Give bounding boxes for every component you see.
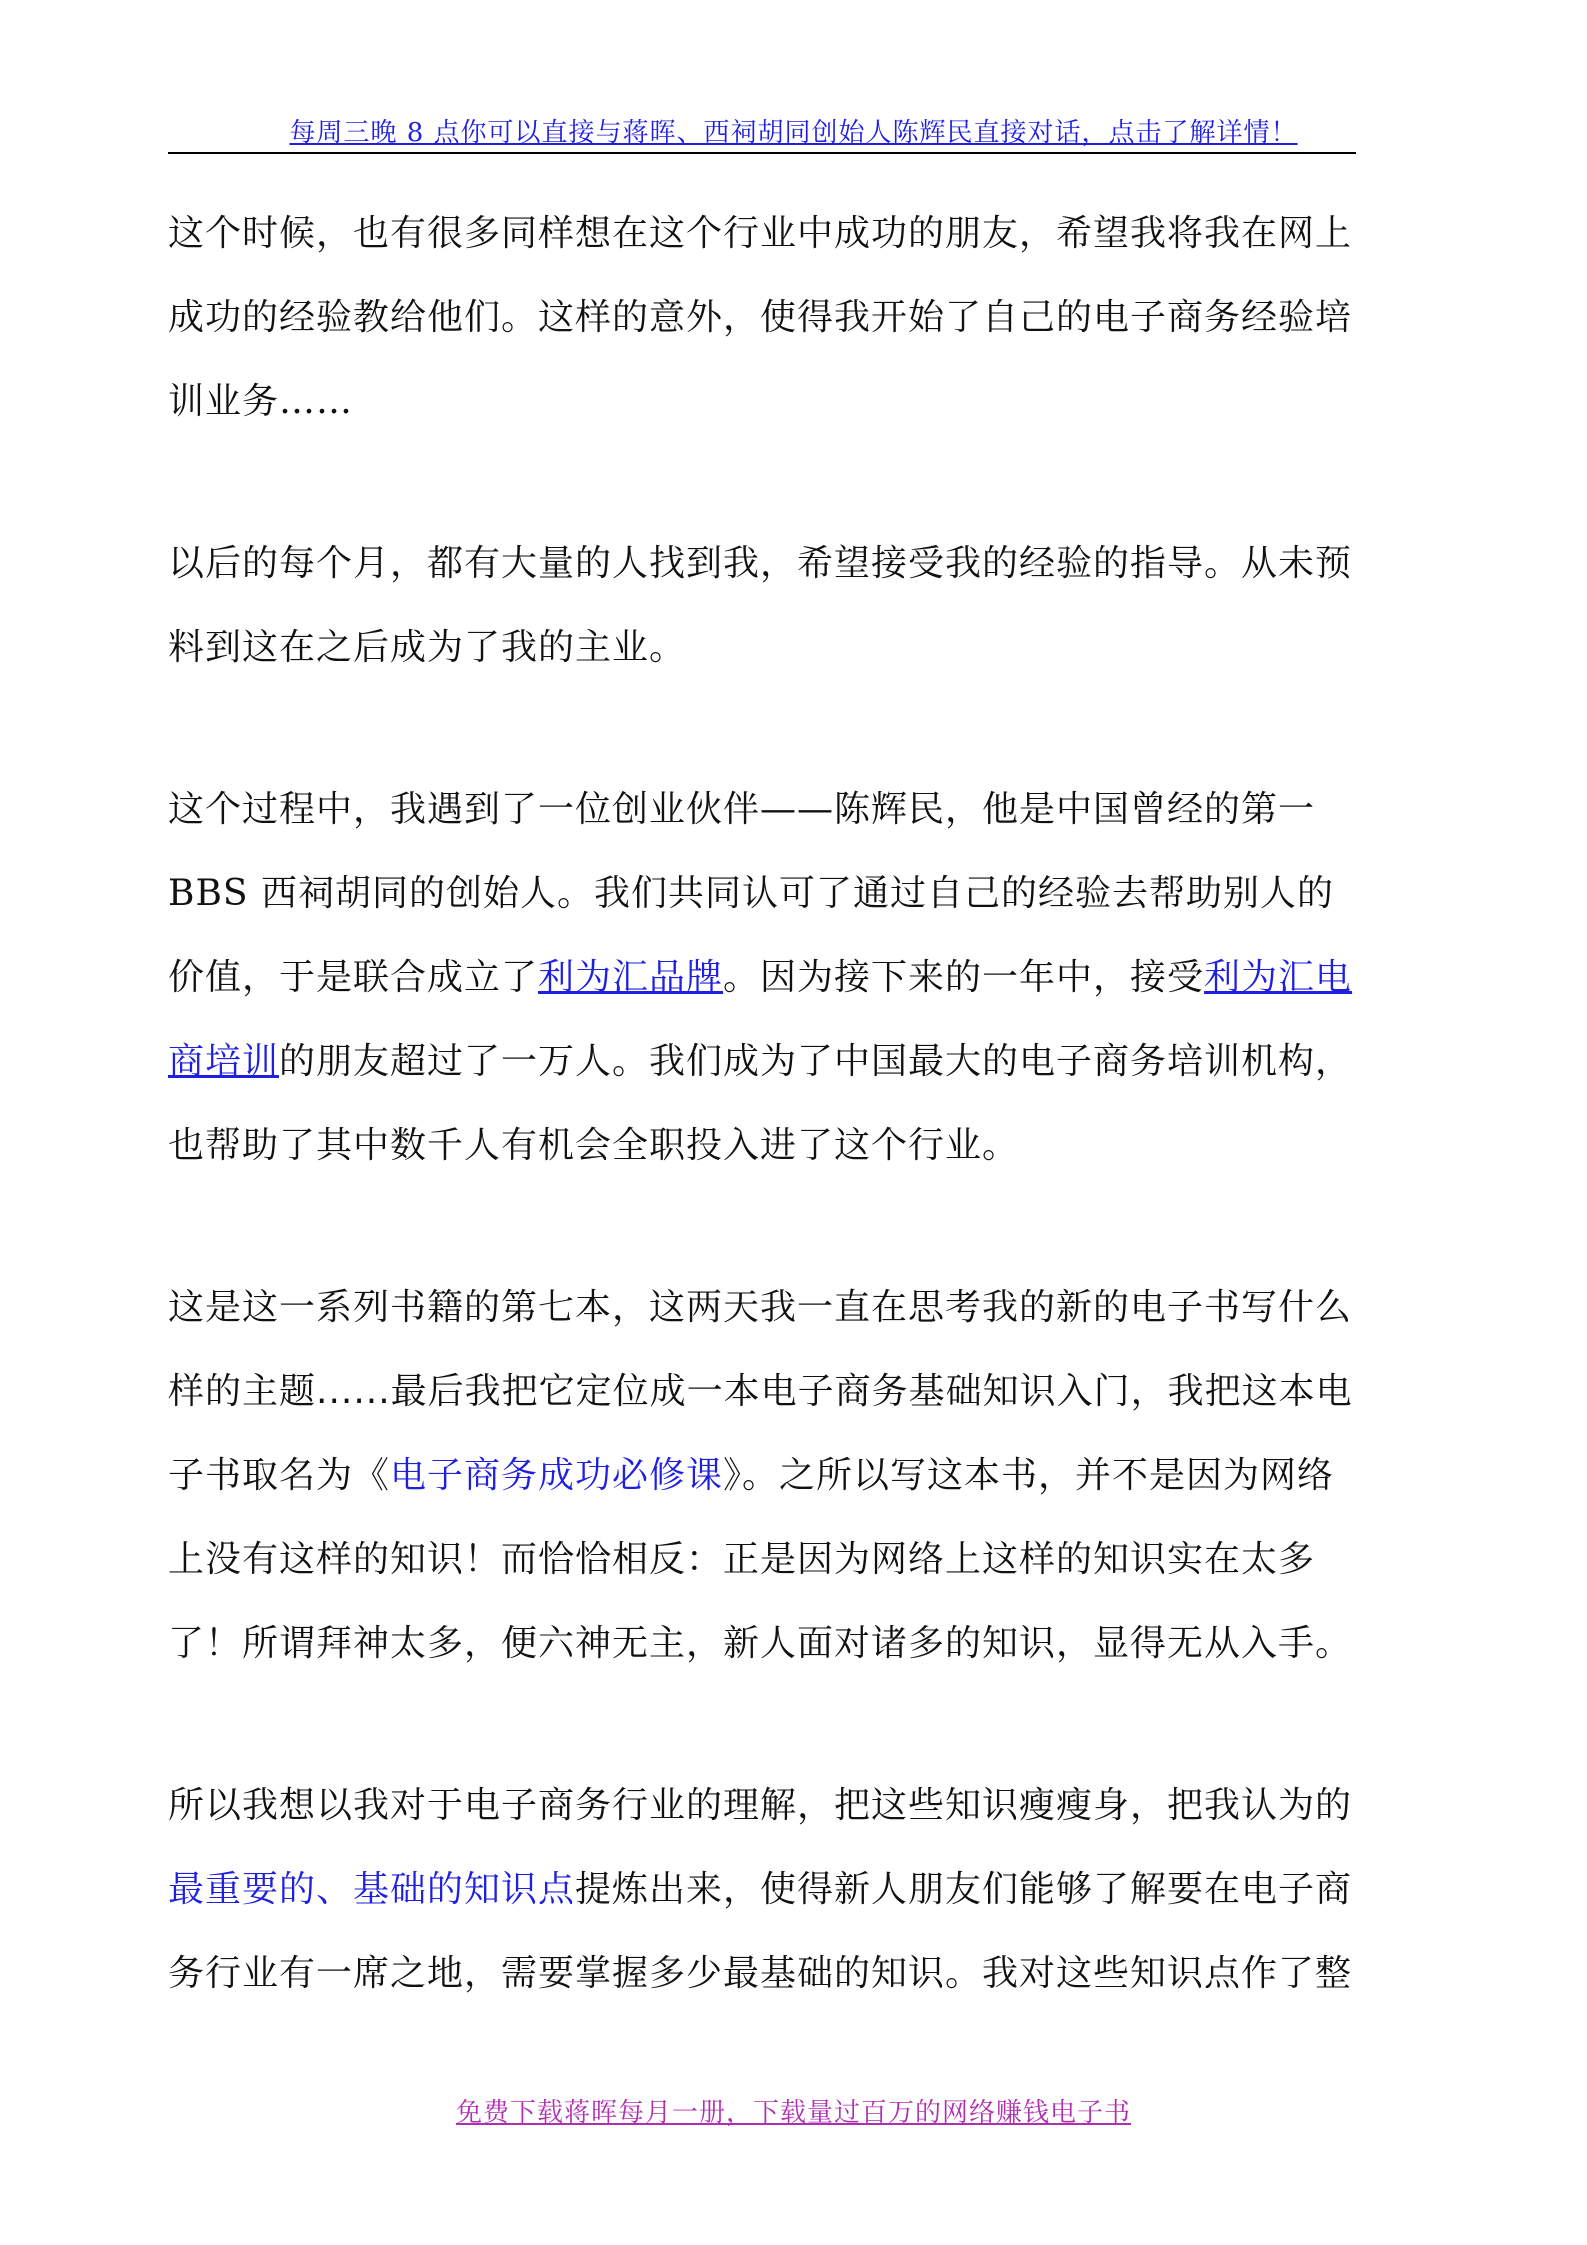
paragraph-1: 这个时候，也有很多同样想在这个行业中成功的朋友，希望我将我在网上成功的经验教给他们。这样的意外，使得我开始了自己的电子商务经验培训业务…… xyxy=(168,213,1353,422)
paragraph-3-text-b: 。因为接下来的一年中，接受 xyxy=(723,957,1205,998)
paragraph-4 xyxy=(168,1266,1358,1686)
key-knowledge-highlight: 最重要的、基础的知识点 xyxy=(168,1869,576,1910)
liweihui-training-link[interactable]: 利为汇电商培训 xyxy=(168,957,1353,1082)
paragraph-2: 以后的每个月，都有大量的人找到我，希望接受我的经验的指导。从未预料到这在之后成为了我的主业。 xyxy=(168,543,1353,668)
paragraph-3 xyxy=(168,768,1358,1188)
paragraph-5 xyxy=(168,1764,1358,2016)
paragraph-5-text-a: 所以我想以我对于电子商务行业的理解，把这些知识瘦瘦身，把我认为的 xyxy=(168,1785,1353,1826)
paragraph-3-text-c: 的朋友超过了一万人。我们成为了中国最大的电子商务培训机构，也帮助了其中数千人有机会全职投入进了这个行业。 xyxy=(168,1041,1353,1166)
liweihui-brand-link[interactable]: 利为汇品牌 xyxy=(538,957,724,998)
document-body xyxy=(168,192,1358,2094)
paragraph-4-text-b: 》。之所以写这本书，并不是因为网络上没有这样的知识！而恰恰相反：正是因为网络上这样的知识实在太多了！所谓拜神太多，便六神无主，新人面对诸多的知识，显得无从入手。 xyxy=(168,1455,1353,1664)
paragraph-3-text-a: 这个过程中，我遇到了一位创业伙伴——陈辉民，他是中国曾经的第一BBS 西祠胡同的创始人。我们共同认可了通过自己的经验去帮助别人的价值，于是联合成立了 xyxy=(168,789,1335,998)
paragraph-4-text-a: 这是这一系列书籍的第七本，这两天我一直在思考我的新的电子书写什么样的主题......最后我把它定位成一本电子商务基础知识入门，我把这本电子书取名为《 xyxy=(168,1287,1353,1496)
paragraph-5-text-b: 提炼出来，使得新人朋友们能够了解要在电子商务行业有一席之地，需要掌握多少最基础的知识。我对这些知识点作了整 xyxy=(168,1869,1353,1994)
header-divider xyxy=(168,152,1356,154)
book-title-link[interactable]: 电子商务成功必修课 xyxy=(390,1455,724,1496)
footer-download-link[interactable]: 免费下载蒋晖每月一册，下载量过百万的网络赚钱电子书 xyxy=(455,2098,1131,2128)
header-promo-link[interactable]: 每周三晚 8 点你可以直接与蒋晖、西祠胡同创始人陈辉民直接对话，点击了解详情！ xyxy=(289,118,1298,148)
